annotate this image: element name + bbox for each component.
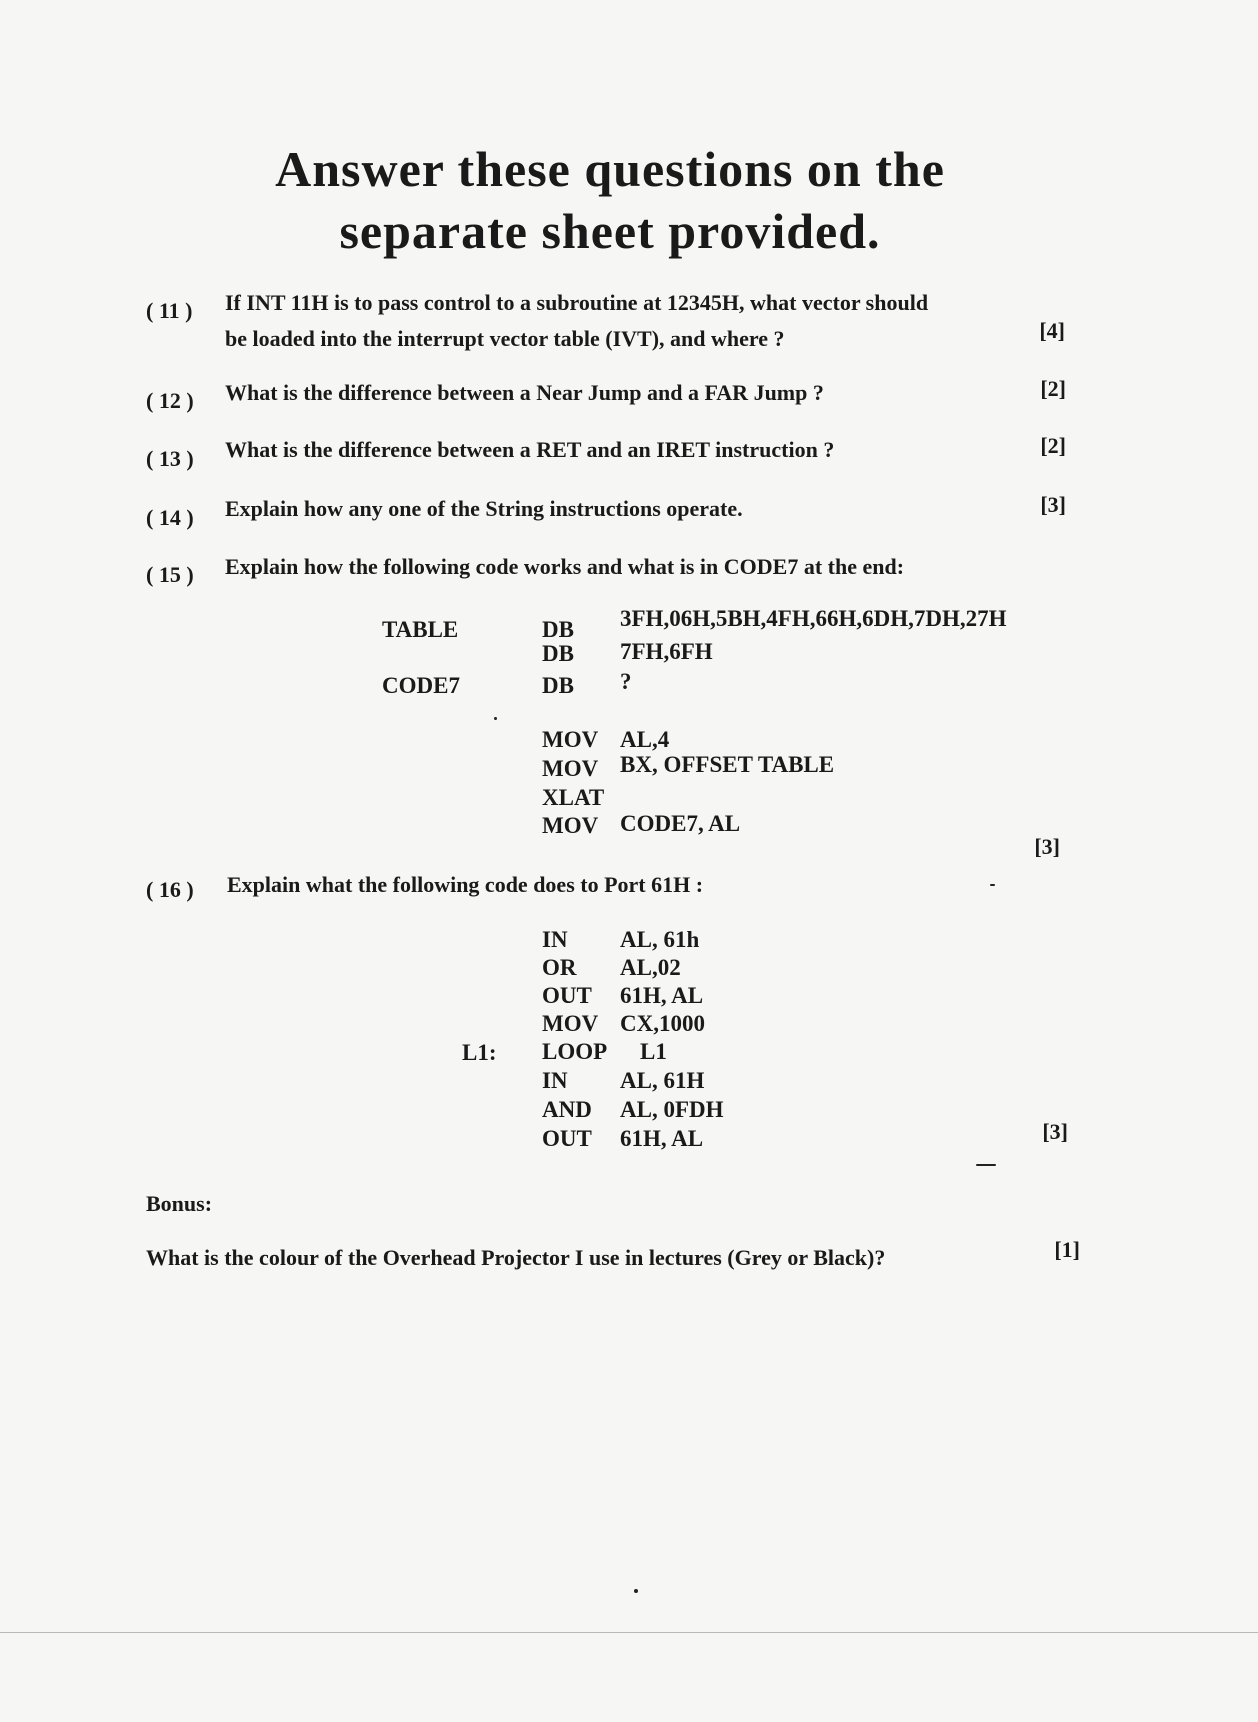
question-15-number: ( 15 ) [146, 562, 194, 587]
code16-op-8: OUT [542, 1126, 592, 1151]
code16-label-l1: L1: [462, 1040, 497, 1065]
code16-op-1: IN [542, 927, 568, 952]
code16-arg-6: AL, 61H [620, 1068, 705, 1093]
page-edge-line [0, 1632, 1258, 1633]
code16-arg-2: AL,02 [620, 955, 681, 980]
code16-op-7: AND [542, 1097, 592, 1122]
code16-arg-4: CX,1000 [620, 1011, 705, 1036]
code15-arg-3: ? [620, 669, 632, 694]
code15-op-2: DB [542, 641, 574, 666]
question-11-marks: [4] [1039, 318, 1065, 343]
code15-op-4: MOV [542, 727, 599, 752]
bonus-heading: Bonus: [146, 1191, 213, 1216]
question-13-text: What is the difference between a RET and an IRET instruction ? [225, 437, 835, 462]
scan-dash [990, 884, 995, 886]
code15-arg-5: BX, OFFSET TABLE [620, 752, 835, 777]
question-14-number: ( 14 ) [146, 505, 194, 530]
page-title-line-2: separate sheet provided. [339, 203, 881, 259]
code16-arg-3: 61H, AL [620, 983, 704, 1008]
scan-dot [634, 1589, 638, 1593]
page-title-line-1: Answer these questions on the [275, 141, 945, 197]
question-11-text-line-2: be loaded into the interrupt vector table (IVT), and where ? [225, 326, 785, 351]
scan-dot [494, 717, 497, 720]
code16-op-5: LOOP [542, 1039, 608, 1064]
question-13-number: ( 13 ) [146, 446, 194, 471]
question-11-number: ( 11 ) [146, 298, 193, 323]
code16-arg-1: AL, 61h [620, 927, 700, 952]
question-14-marks: [3] [1040, 492, 1066, 517]
question-12-marks: [2] [1040, 376, 1066, 401]
question-16-number: ( 16 ) [146, 877, 194, 902]
question-11-text-line-1: If INT 11H is to pass control to a subroutine at 12345H, what vector should [225, 290, 929, 315]
question-12-text: What is the difference between a Near Jump and a FAR Jump ? [225, 380, 824, 405]
code15-arg-7: CODE7, AL [620, 811, 741, 836]
code16-arg-8: 61H, AL [620, 1126, 704, 1151]
question-15-marks: [3] [1034, 834, 1060, 859]
code16-op-6: IN [542, 1068, 568, 1093]
code16-op-2: OR [542, 955, 577, 980]
question-15-text: Explain how the following code works and what is in CODE7 at the end: [225, 554, 905, 579]
code15-op-1: DB [542, 617, 574, 642]
code15-label-table: TABLE [382, 617, 459, 642]
question-16-text: Explain what the following code does to Port 61H : [227, 872, 704, 897]
code15-arg-4: AL,4 [620, 727, 670, 752]
code15-arg-1: 3FH,06H,5BH,4FH,66H,6DH,7DH,27H [620, 606, 1007, 631]
code16-arg-7: AL, 0FDH [620, 1097, 724, 1122]
code15-op-6: XLAT [542, 785, 605, 810]
question-12-number: ( 12 ) [146, 388, 194, 413]
question-14-text: Explain how any one of the String instructions operate. [225, 496, 743, 521]
bonus-marks: [1] [1054, 1237, 1080, 1262]
question-16-marks: [3] [1042, 1119, 1068, 1144]
code15-op-3: DB [542, 673, 574, 698]
code15-label-code7: CODE7 [382, 673, 460, 698]
code16-op-3: OUT [542, 983, 592, 1008]
scan-dash [976, 1164, 996, 1166]
question-13-marks: [2] [1040, 433, 1066, 458]
bonus-question: What is the colour of the Overhead Projector I use in lectures (Grey or Black)? [146, 1245, 886, 1270]
code15-op-7: MOV [542, 813, 599, 838]
code16-arg-5: L1 [640, 1039, 667, 1064]
code15-op-5: MOV [542, 756, 599, 781]
code16-op-4: MOV [542, 1011, 599, 1036]
code15-arg-2: 7FH,6FH [620, 639, 713, 664]
